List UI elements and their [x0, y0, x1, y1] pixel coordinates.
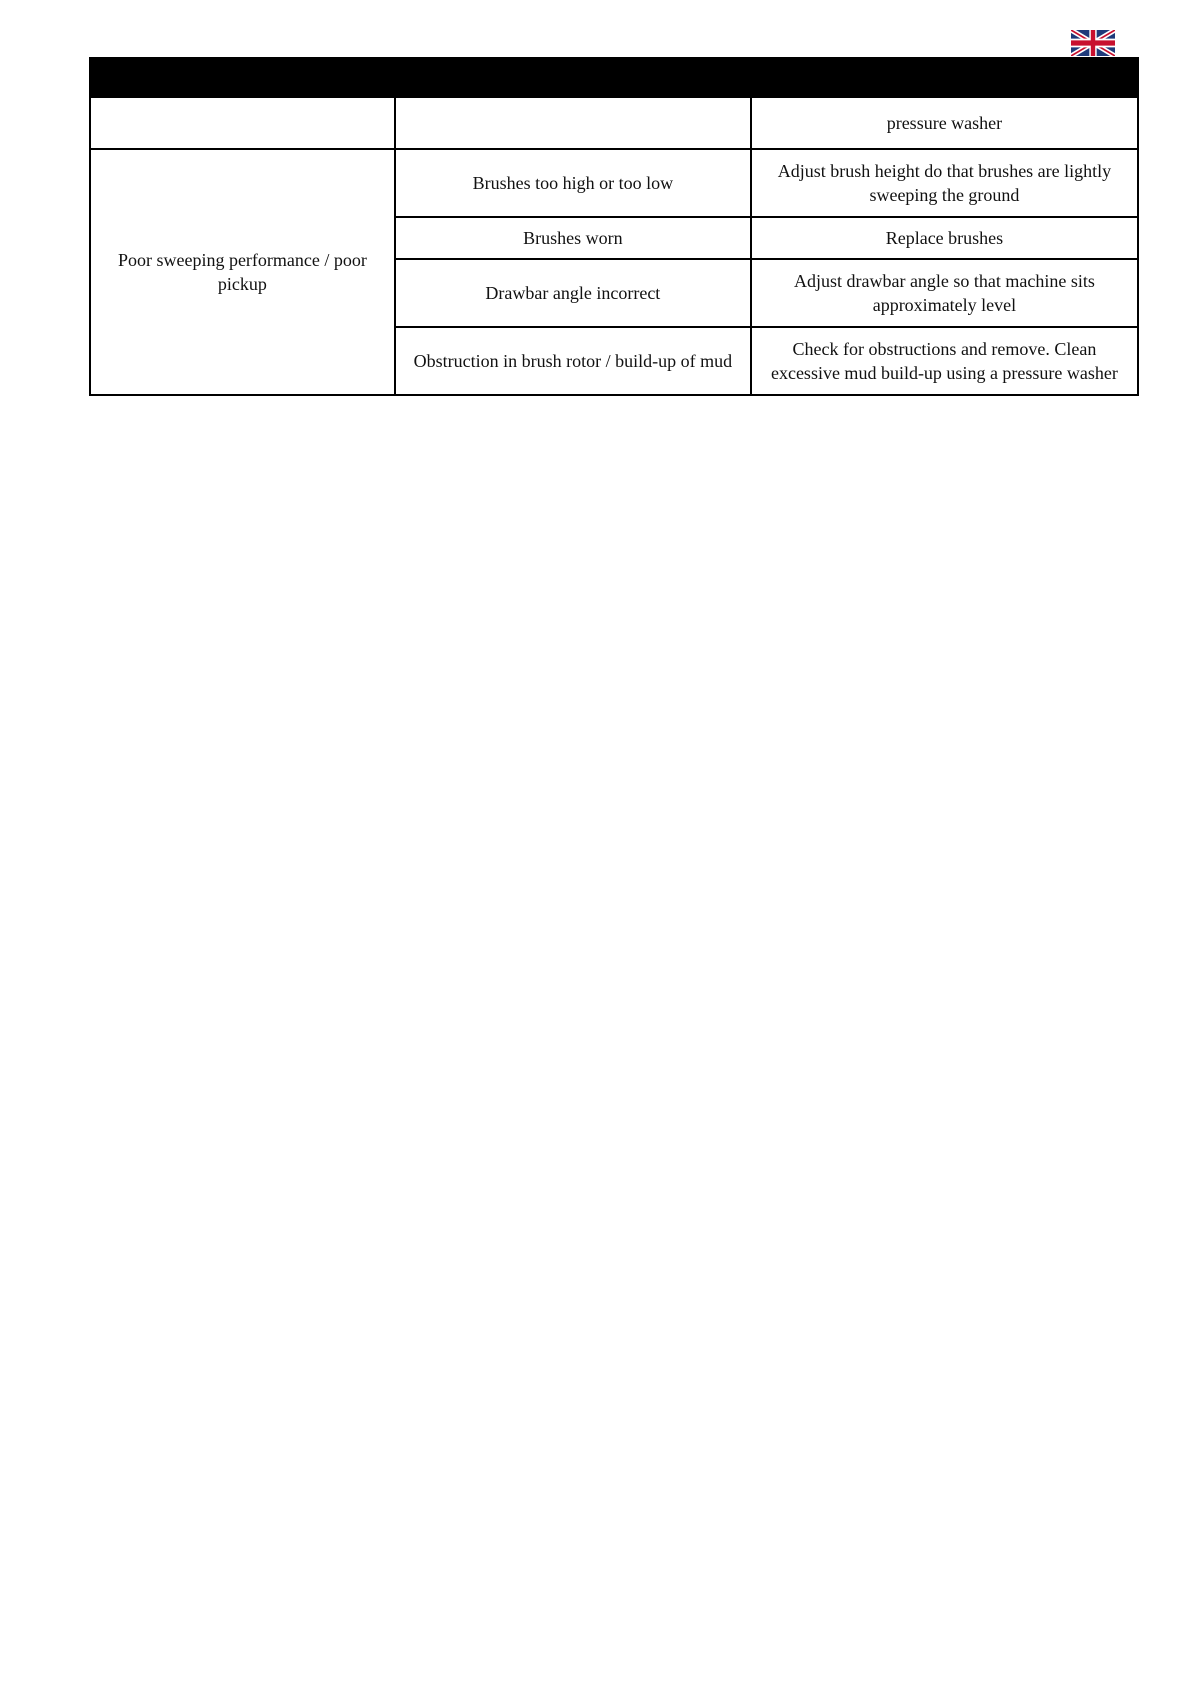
action-cell: Adjust drawbar angle so that machine sits approximately level	[751, 259, 1138, 327]
header-cell-action	[751, 58, 1138, 97]
table-header-row	[90, 58, 1138, 97]
action-cell: Adjust brush height do that brushes are lightly sweeping the ground	[751, 149, 1138, 217]
cause-cell	[395, 97, 751, 149]
troubleshooting-table	[89, 57, 1139, 396]
problem-cell	[90, 97, 395, 149]
uk-flag-icon	[1071, 30, 1115, 56]
table-row	[90, 149, 1138, 217]
action-cell: Check for obstructions and remove. Clean excessive mud build-up using a pressure washer	[751, 327, 1138, 395]
cause-cell: Drawbar angle incorrect	[395, 259, 751, 327]
action-cell: pressure washer	[751, 97, 1138, 149]
cause-cell: Brushes worn	[395, 217, 751, 259]
action-cell: Replace brushes	[751, 217, 1138, 259]
cause-cell: Brushes too high or too low	[395, 149, 751, 217]
table-row	[90, 97, 1138, 149]
cause-cell: Obstruction in brush rotor / build-up of mud	[395, 327, 751, 395]
header-cell-cause	[395, 58, 751, 97]
problem-cell: Poor sweeping performance / poor pickup	[90, 149, 395, 395]
header-cell-problem	[90, 58, 395, 97]
